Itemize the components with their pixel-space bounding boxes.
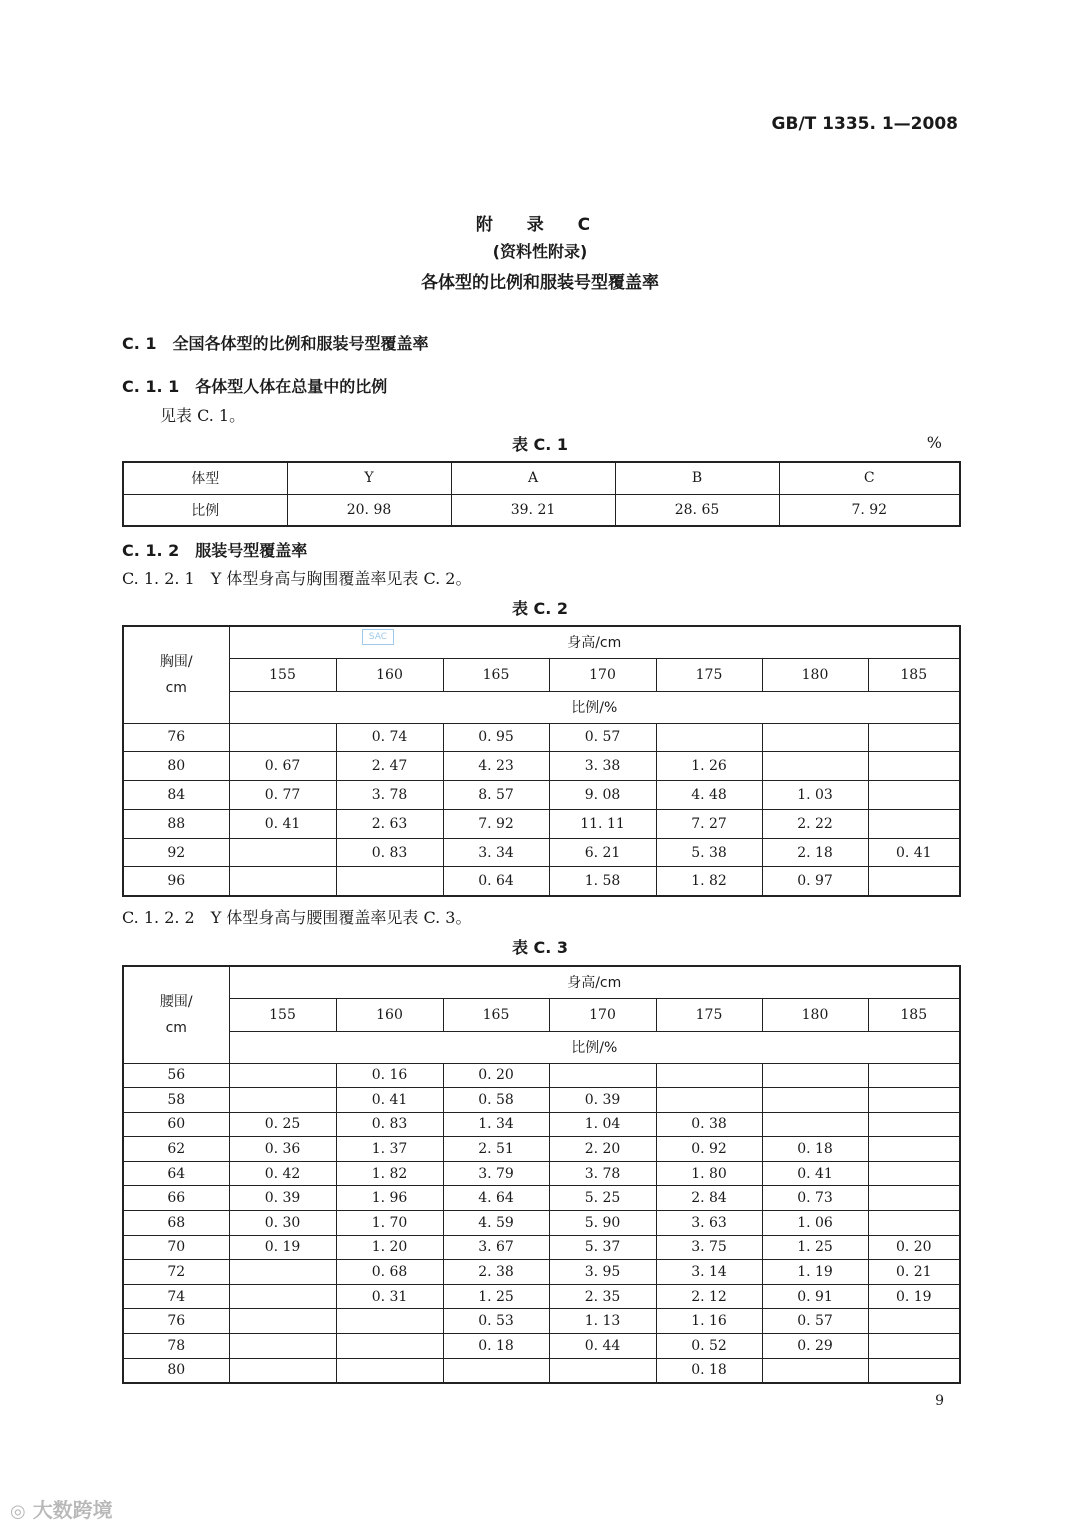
- table-c2-cell: [336, 867, 443, 896]
- table-c3-cell: 1. 16: [656, 1309, 762, 1334]
- table-c2-title: 表 C. 2: [511, 599, 569, 618]
- table-c2-cell: 1. 03: [762, 781, 868, 810]
- table-c3-cell: [229, 1088, 336, 1113]
- table-c2-cell: 2. 18: [762, 838, 868, 867]
- table-c3-cell: 4. 64: [443, 1186, 549, 1211]
- table-c2-cell: 3. 38: [549, 752, 656, 781]
- table-c2-cell: 0. 64: [443, 867, 549, 896]
- table-row: [123, 1211, 960, 1236]
- table-c2-cell: [229, 838, 336, 867]
- table-c3-cell: 0. 91: [762, 1284, 868, 1309]
- table-c2-row-key: 76: [123, 723, 229, 752]
- table-c3-cell: 1. 20: [336, 1235, 443, 1260]
- table-c2-height-cell: 185: [868, 658, 960, 691]
- standard-number: GB/T 1335. 1—2008: [771, 114, 958, 134]
- table-c1-cell: 20. 98: [287, 494, 451, 526]
- table-c3-cell: 0. 41: [336, 1088, 443, 1113]
- table-c2-row-key: 96: [123, 867, 229, 896]
- table-c3-row-key: 62: [123, 1137, 229, 1162]
- table-c2-cell: 4. 48: [656, 781, 762, 810]
- table-c2-cell: 0. 67: [229, 752, 336, 781]
- table-c3-cell: 0. 58: [443, 1088, 549, 1113]
- table-c3-cell: 2. 20: [549, 1137, 656, 1162]
- table-c3-cell: [656, 1088, 762, 1113]
- table-row: [123, 1063, 960, 1088]
- table-c1-unit: %: [926, 433, 942, 452]
- table-row: [123, 809, 960, 838]
- table-c2-cell: 0. 57: [549, 723, 656, 752]
- table-c3-cell: 0. 30: [229, 1211, 336, 1236]
- table-c2-cell: 0. 74: [336, 723, 443, 752]
- table-c3-row-key: 56: [123, 1063, 229, 1088]
- table-c3-height-group-header: 身高/cm: [229, 966, 960, 998]
- table-c2-height-cell: 165: [443, 658, 549, 691]
- table-c3-row-key: 78: [123, 1334, 229, 1359]
- table-c1-cell: 比例: [123, 494, 287, 526]
- table-c3-height-cell: 175: [656, 998, 762, 1031]
- table-c3-cell: 0. 44: [549, 1334, 656, 1359]
- table-c3-cell: 0. 19: [868, 1284, 960, 1309]
- table-c2-cell: 9. 08: [549, 781, 656, 810]
- table-c3-cell: 1. 82: [336, 1161, 443, 1186]
- table-c2-cell: 4. 23: [443, 752, 549, 781]
- table-c3-cell: 0. 31: [336, 1284, 443, 1309]
- table-c3-cell: 5. 25: [549, 1186, 656, 1211]
- table-c2-cell: [868, 723, 960, 752]
- table-c3-cell: [336, 1334, 443, 1359]
- table-c3-cell: 3. 78: [549, 1161, 656, 1186]
- table-c3: [122, 965, 961, 1384]
- table-c3-cell: 2. 84: [656, 1186, 762, 1211]
- table-c3-cell: [656, 1063, 762, 1088]
- table-c2-height-cell: 180: [762, 658, 868, 691]
- table-c3-cell: 3. 14: [656, 1260, 762, 1285]
- table-c3-cell: [549, 1063, 656, 1088]
- table-c2-cell: 2. 47: [336, 752, 443, 781]
- table-row: [123, 1334, 960, 1359]
- table-c3-cell: 0. 36: [229, 1137, 336, 1162]
- table-c3-cell: 1. 37: [336, 1137, 443, 1162]
- table-c3-cell: 5. 37: [549, 1235, 656, 1260]
- appendix-title: 附 录 C: [475, 215, 605, 235]
- table-c3-cell: 0. 41: [762, 1161, 868, 1186]
- table-c3-row-key: 70: [123, 1235, 229, 1260]
- table-c3-row-key: 60: [123, 1112, 229, 1137]
- table-c3-cell: [549, 1358, 656, 1383]
- table-c1-header-cell: 体型: [123, 462, 287, 494]
- table-c3-row-key: 72: [123, 1260, 229, 1285]
- table-c3-cell: 1. 80: [656, 1161, 762, 1186]
- table-c3-height-cell: 160: [336, 998, 443, 1031]
- table-c2-cell: 0. 83: [336, 838, 443, 867]
- table-c1: [122, 461, 961, 527]
- table-row: [123, 838, 960, 867]
- table-c3-cell: 1. 25: [762, 1235, 868, 1260]
- table-c3-cell: 1. 96: [336, 1186, 443, 1211]
- table-c3-cell: 2. 12: [656, 1284, 762, 1309]
- table-c3-cell: 5. 90: [549, 1211, 656, 1236]
- table-c1-title: 表 C. 1: [511, 435, 569, 454]
- table-c1-header-cell: C: [779, 462, 960, 494]
- table-c1-header-cell: A: [451, 462, 615, 494]
- table-c3-cell: [336, 1309, 443, 1334]
- table-c2-height-group-header: 身高/cm: [229, 626, 960, 658]
- table-c3-height-cell: 185: [868, 998, 960, 1031]
- table-c3-title: 表 C. 3: [511, 938, 569, 957]
- table-c2-row-key: 80: [123, 752, 229, 781]
- table-c2-cell: 7. 92: [443, 809, 549, 838]
- table-c3-cell: 0. 57: [762, 1309, 868, 1334]
- table-c3-cell: [868, 1309, 960, 1334]
- table-c3-row-key: 68: [123, 1211, 229, 1236]
- table-row: [123, 781, 960, 810]
- table-c3-cell: [762, 1112, 868, 1137]
- table-c2-cell: 3. 34: [443, 838, 549, 867]
- table-c3-cell: [868, 1112, 960, 1137]
- table-c3-cell: [229, 1334, 336, 1359]
- table-c2-cell: 3. 78: [336, 781, 443, 810]
- table-c2-height-cell: 155: [229, 658, 336, 691]
- table-c2-cell: [762, 752, 868, 781]
- table-c2-cell: [868, 867, 960, 896]
- table-c2-cell: 0. 41: [868, 838, 960, 867]
- table-c3-cell: 0. 25: [229, 1112, 336, 1137]
- table-c3-row-header: [123, 966, 229, 1063]
- table-c3-cell: 1. 06: [762, 1211, 868, 1236]
- table-c2-height-cell: 175: [656, 658, 762, 691]
- table-c3-cell: [762, 1063, 868, 1088]
- table-c3-cell: [762, 1358, 868, 1383]
- table-c3-cell: 1. 70: [336, 1211, 443, 1236]
- table-c3-cell: [868, 1088, 960, 1113]
- table-c2-cell: 2. 22: [762, 809, 868, 838]
- table-c3-cell: [868, 1358, 960, 1383]
- table-c2-row-header-line2: cm: [165, 679, 187, 696]
- table-c3-cell: [762, 1088, 868, 1113]
- table-c2-cell: 1. 58: [549, 867, 656, 896]
- table-c3-cell: 3. 79: [443, 1161, 549, 1186]
- table-row: [123, 1186, 960, 1211]
- section-c11-text: 见表 C. 1。: [160, 406, 246, 425]
- table-row: [123, 867, 960, 896]
- table-row: [123, 1284, 960, 1309]
- table-c3-cell: 1. 25: [443, 1284, 549, 1309]
- table-c3-heights-row: [123, 998, 960, 1031]
- table-c3-cell: 2. 38: [443, 1260, 549, 1285]
- table-row: [123, 752, 960, 781]
- sac-stamp-logo: SAC: [362, 629, 394, 645]
- section-c11-heading: C. 1. 1 各体型人体在总量中的比例: [122, 377, 388, 396]
- table-c3-cell: 0. 19: [229, 1235, 336, 1260]
- table-c3-row-key: 80: [123, 1358, 229, 1383]
- section-c122-text: C. 1. 2. 2 Y 体型身高与腰围覆盖率见表 C. 3。: [122, 908, 472, 927]
- section-c1-heading: C. 1 全国各体型的比例和服装号型覆盖率: [122, 334, 429, 353]
- watermark-text: 大数跨境: [32, 1498, 113, 1522]
- table-c1-header-cell: Y: [287, 462, 451, 494]
- table-c3-height-cell: 165: [443, 998, 549, 1031]
- table-c2-cell: 1. 26: [656, 752, 762, 781]
- table-c3-cell: 2. 51: [443, 1137, 549, 1162]
- table-c3-cell: [229, 1284, 336, 1309]
- table-row: [123, 1260, 960, 1285]
- table-c2-row-key: 84: [123, 781, 229, 810]
- table-c3-row-header-line1: 腰围/: [159, 993, 193, 1010]
- appendix-subtitle: (资料性附录): [492, 242, 588, 261]
- table-c3-row-header-line2: cm: [165, 1019, 187, 1036]
- table-c3-row-key: 76: [123, 1309, 229, 1334]
- table-c1-header-cell: B: [615, 462, 779, 494]
- table-c3-cell: [229, 1063, 336, 1088]
- table-c3-cell: [336, 1358, 443, 1383]
- table-c3-cell: 0. 92: [656, 1137, 762, 1162]
- table-c3-cell: [443, 1358, 549, 1383]
- table-c2-ratio-label: 比例/%: [229, 691, 960, 723]
- table-c2-cell: 0. 97: [762, 867, 868, 896]
- table-c1-cell: 7. 92: [779, 494, 960, 526]
- table-c3-cell: 1. 19: [762, 1260, 868, 1285]
- table-c3-cell: 0. 18: [656, 1358, 762, 1383]
- table-c2-cell: 5. 38: [656, 838, 762, 867]
- table-c3-cell: [868, 1161, 960, 1186]
- table-c2-cell: [762, 723, 868, 752]
- table-c1-header-row: [123, 462, 960, 494]
- table-c2-cell: 0. 95: [443, 723, 549, 752]
- table-row: [123, 723, 960, 752]
- table-row: [123, 1112, 960, 1137]
- table-c3-row-key: 58: [123, 1088, 229, 1113]
- table-c3-cell: 0. 39: [229, 1186, 336, 1211]
- table-c3-cell: [229, 1260, 336, 1285]
- table-c3-height-cell: 170: [549, 998, 656, 1031]
- table-c2-heights-row: [123, 658, 960, 691]
- table-c3-cell: [229, 1358, 336, 1383]
- table-c3-cell: 0. 18: [443, 1334, 549, 1359]
- table-c3-cell: [868, 1063, 960, 1088]
- table-c2-row-key: 92: [123, 838, 229, 867]
- table-c3-cell: 0. 42: [229, 1161, 336, 1186]
- table-c3-cell: 0. 38: [656, 1112, 762, 1137]
- table-c1-cell: 28. 65: [615, 494, 779, 526]
- table-c3-cell: 1. 34: [443, 1112, 549, 1137]
- table-row: [123, 1088, 960, 1113]
- section-c121-text: C. 1. 2. 1 Y 体型身高与胸围覆盖率见表 C. 2。: [122, 569, 472, 588]
- table-c3-row-key: 66: [123, 1186, 229, 1211]
- table-c2-cell: [868, 752, 960, 781]
- watermark-logo: [10, 1494, 113, 1523]
- table-c2-height-cell: 170: [549, 658, 656, 691]
- table-c3-cell: 1. 04: [549, 1112, 656, 1137]
- table-c2-cell: 11. 11: [549, 809, 656, 838]
- table-c3-cell: 0. 20: [868, 1235, 960, 1260]
- table-c3-cell: 2. 35: [549, 1284, 656, 1309]
- section-c12-heading: C. 1. 2 服装号型覆盖率: [122, 541, 308, 560]
- table-c2-cell: 8. 57: [443, 781, 549, 810]
- table-c3-cell: [868, 1137, 960, 1162]
- table-c2-row-header-line1: 胸围/: [159, 653, 193, 670]
- table-c2-cell: 0. 77: [229, 781, 336, 810]
- table-c3-height-cell: 180: [762, 998, 868, 1031]
- table-c3-cell: 0. 53: [443, 1309, 549, 1334]
- table-c3-cell: 0. 20: [443, 1063, 549, 1088]
- table-c3-cell: [868, 1211, 960, 1236]
- table-c2: [122, 625, 961, 897]
- table-c1-data-row: [123, 494, 960, 526]
- table-c3-cell: [229, 1309, 336, 1334]
- table-c3-height-cell: 155: [229, 998, 336, 1031]
- table-c2-cell: 0. 41: [229, 809, 336, 838]
- table-c3-cell: 0. 68: [336, 1260, 443, 1285]
- table-c3-cell: 0. 16: [336, 1063, 443, 1088]
- table-row: [123, 1358, 960, 1383]
- table-c3-cell: 0. 18: [762, 1137, 868, 1162]
- table-row: [123, 1161, 960, 1186]
- table-c2-cell: [229, 723, 336, 752]
- table-row: [123, 1309, 960, 1334]
- table-c2-cell: [229, 867, 336, 896]
- table-c3-cell: 0. 52: [656, 1334, 762, 1359]
- table-c2-cell: 2. 63: [336, 809, 443, 838]
- table-c3-cell: 3. 95: [549, 1260, 656, 1285]
- table-c2-cell: 1. 82: [656, 867, 762, 896]
- table-c3-cell: 0. 73: [762, 1186, 868, 1211]
- table-c3-cell: 3. 63: [656, 1211, 762, 1236]
- table-c1-cell: 39. 21: [451, 494, 615, 526]
- weibo-icon: ◎: [10, 1501, 26, 1522]
- table-row: [123, 1137, 960, 1162]
- table-c2-cell: [656, 723, 762, 752]
- appendix-name: 各体型的比例和服装号型覆盖率: [421, 273, 659, 293]
- table-row: [123, 1235, 960, 1260]
- table-c2-row-header: [123, 626, 229, 723]
- table-c2-cell: [868, 809, 960, 838]
- table-c3-cell: 0. 29: [762, 1334, 868, 1359]
- table-c2-row-key: 88: [123, 809, 229, 838]
- table-c3-cell: 3. 67: [443, 1235, 549, 1260]
- table-c3-cell: [868, 1334, 960, 1359]
- table-c3-row-key: 74: [123, 1284, 229, 1309]
- table-c3-cell: 1. 13: [549, 1309, 656, 1334]
- table-c3-cell: [868, 1186, 960, 1211]
- table-c3-row-key: 64: [123, 1161, 229, 1186]
- table-c3-cell: 3. 75: [656, 1235, 762, 1260]
- table-c2-cell: 6. 21: [549, 838, 656, 867]
- page-number: 9: [935, 1393, 944, 1409]
- table-c2-cell: [868, 781, 960, 810]
- table-c3-ratio-label: 比例/%: [229, 1031, 960, 1063]
- table-c3-cell: 0. 21: [868, 1260, 960, 1285]
- table-c2-cell: 7. 27: [656, 809, 762, 838]
- table-c3-cell: 4. 59: [443, 1211, 549, 1236]
- table-c3-cell: 0. 83: [336, 1112, 443, 1137]
- table-c3-cell: 0. 39: [549, 1088, 656, 1113]
- table-c2-height-cell: 160: [336, 658, 443, 691]
